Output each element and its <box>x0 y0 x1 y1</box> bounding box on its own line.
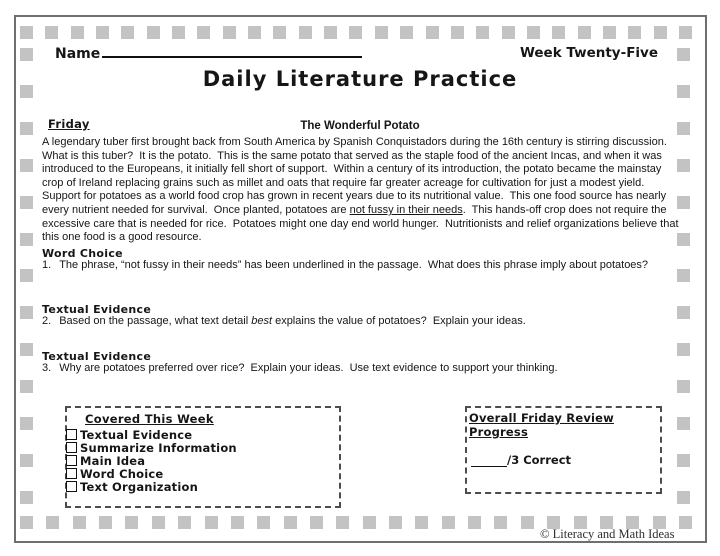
covered-item-row <box>67 428 339 441</box>
border-square <box>125 516 138 529</box>
border-square <box>468 516 481 529</box>
border-square <box>20 233 33 246</box>
question-3-text: Why are potatoes preferred over rice? Explain your ideas. Use text evidence to support your thinking. <box>59 362 558 374</box>
passage-underlined-phrase: not fussy in their needs <box>349 203 463 216</box>
squares-right <box>677 48 690 504</box>
question-2 <box>42 315 694 329</box>
name-label: Name <box>55 46 101 62</box>
name-blank-line[interactable] <box>102 44 362 58</box>
border-square <box>324 26 337 39</box>
border-square <box>248 26 261 39</box>
checkbox-main-idea[interactable] <box>66 455 77 466</box>
name-row <box>55 44 362 62</box>
week-label: Week Twenty-Five <box>519 45 658 61</box>
border-square <box>389 516 402 529</box>
question-2-italic-word: best <box>251 315 273 327</box>
border-square <box>426 26 439 39</box>
passage-body <box>42 136 684 245</box>
question-1-number: 1. <box>42 259 52 271</box>
border-square <box>96 26 109 39</box>
border-square <box>152 516 165 529</box>
border-square <box>677 343 690 356</box>
border-square <box>197 26 210 39</box>
passage-text-start: A legendary tuber first brought back from South America by Spanish Conquistadors during the 16th century is stirring discussion. What is this tuber? It is the potato. This is the same potato that served as the staple food of the ancient Incas, and when it was introduced to the Europeans, it initially fell short of support. Within a century of its introduction, the potato became the mainstay crop of Ireland replacing grains such as millet and oats that require far greater acreage for cultivation for just a modest yield. Support for potatoes as a world food crop has grown in recent years due to its nutritional value. This one food source has nearly every nutrient needed for survival. Once planted, potatoes are <box>42 136 674 216</box>
border-square <box>20 48 33 61</box>
border-square <box>205 516 218 529</box>
checkbox-textual-evidence[interactable] <box>66 429 77 440</box>
question-3-number: 3. <box>42 362 52 374</box>
covered-box-title: Covered This Week <box>85 412 214 426</box>
score-blank-line[interactable] <box>471 455 507 467</box>
border-square <box>677 491 690 504</box>
covered-item-label: Summarize Information <box>80 440 237 455</box>
question-3 <box>42 362 694 376</box>
checkbox-summarize-information[interactable] <box>66 442 77 453</box>
passage-text-end: . This hands-off crop does not require the excessive care that is needed for rice. Potatoes might one day end world hunger. Nutritionists and relief organizations believe that this one food is a good resource. <box>42 203 682 244</box>
progress-box <box>465 406 662 494</box>
covered-item-row <box>67 467 339 480</box>
border-square <box>172 26 185 39</box>
border-square <box>284 516 297 529</box>
passage-title: The Wonderful Potato <box>300 120 420 132</box>
border-square <box>20 454 33 467</box>
covered-item-row <box>67 441 339 454</box>
border-square <box>628 26 641 39</box>
border-square <box>310 516 323 529</box>
border-square <box>20 417 33 430</box>
border-square <box>415 516 428 529</box>
border-square <box>20 26 33 39</box>
checkbox-text-organization[interactable] <box>66 481 77 492</box>
border-square <box>679 26 692 39</box>
covered-this-week-box <box>65 406 341 508</box>
border-square <box>336 516 349 529</box>
border-square <box>677 454 690 467</box>
skill-heading-word-choice: Word Choice <box>42 247 123 260</box>
squares-left <box>20 48 33 504</box>
border-square <box>363 516 376 529</box>
border-square <box>20 516 33 529</box>
border-square <box>578 26 591 39</box>
covered-item-label: Main Idea <box>80 453 146 468</box>
border-square <box>20 343 33 356</box>
border-square <box>257 516 270 529</box>
skill-heading-textual-evidence-2: Textual Evidence <box>42 350 152 363</box>
border-square <box>679 516 692 529</box>
border-square <box>71 26 84 39</box>
border-square <box>375 26 388 39</box>
border-square <box>349 26 362 39</box>
border-square <box>73 516 86 529</box>
border-square <box>20 159 33 172</box>
covered-item-row <box>67 454 339 467</box>
covered-item-label: Word Choice <box>80 466 164 481</box>
border-square <box>20 269 33 282</box>
progress-box-title: Overall Friday Review Progress <box>469 411 614 439</box>
border-square <box>494 516 507 529</box>
question-1 <box>42 259 694 273</box>
border-square <box>677 48 690 61</box>
day-label: Friday <box>48 117 90 131</box>
checkbox-word-choice[interactable] <box>66 468 77 479</box>
border-square <box>20 196 33 209</box>
border-square <box>20 306 33 319</box>
border-square <box>178 516 191 529</box>
border-square <box>451 26 464 39</box>
border-square <box>45 26 58 39</box>
border-square <box>99 516 112 529</box>
squares-top <box>20 26 692 39</box>
border-square <box>552 26 565 39</box>
covered-item-label: Textual Evidence <box>80 427 193 442</box>
border-square <box>20 491 33 504</box>
copyright-footer: © Literacy and Math Ideas <box>540 527 675 541</box>
border-square <box>677 417 690 430</box>
border-square <box>442 516 455 529</box>
border-square <box>223 26 236 39</box>
border-square <box>400 26 413 39</box>
question-2-text-start: Based on the passage, what text detail <box>59 315 252 327</box>
border-square <box>299 26 312 39</box>
score-row <box>471 453 660 467</box>
border-square <box>502 26 515 39</box>
question-2-number: 2. <box>42 315 52 327</box>
border-square <box>121 26 134 39</box>
border-square <box>46 516 59 529</box>
covered-item-row <box>67 480 339 493</box>
skill-heading-textual-evidence-1: Textual Evidence <box>42 303 152 316</box>
score-suffix: /3 Correct <box>507 453 572 467</box>
border-square <box>527 26 540 39</box>
border-square <box>476 26 489 39</box>
question-2-text <box>59 315 526 329</box>
question-1-text: The phrase, “not fussy in their needs” has been underlined in the passage. What does this phrase imply about potatoes? <box>59 259 649 271</box>
border-square <box>521 516 534 529</box>
border-square <box>677 380 690 393</box>
border-square <box>273 26 286 39</box>
border-square <box>654 26 667 39</box>
page-title: Daily Literature Practice <box>202 67 518 91</box>
border-square <box>231 516 244 529</box>
covered-item-label: Text Organization <box>80 479 198 494</box>
border-square <box>603 26 616 39</box>
question-2-text-end: explains the value of potatoes? Explain your ideas. <box>272 315 526 327</box>
border-square <box>147 26 160 39</box>
border-square <box>20 380 33 393</box>
